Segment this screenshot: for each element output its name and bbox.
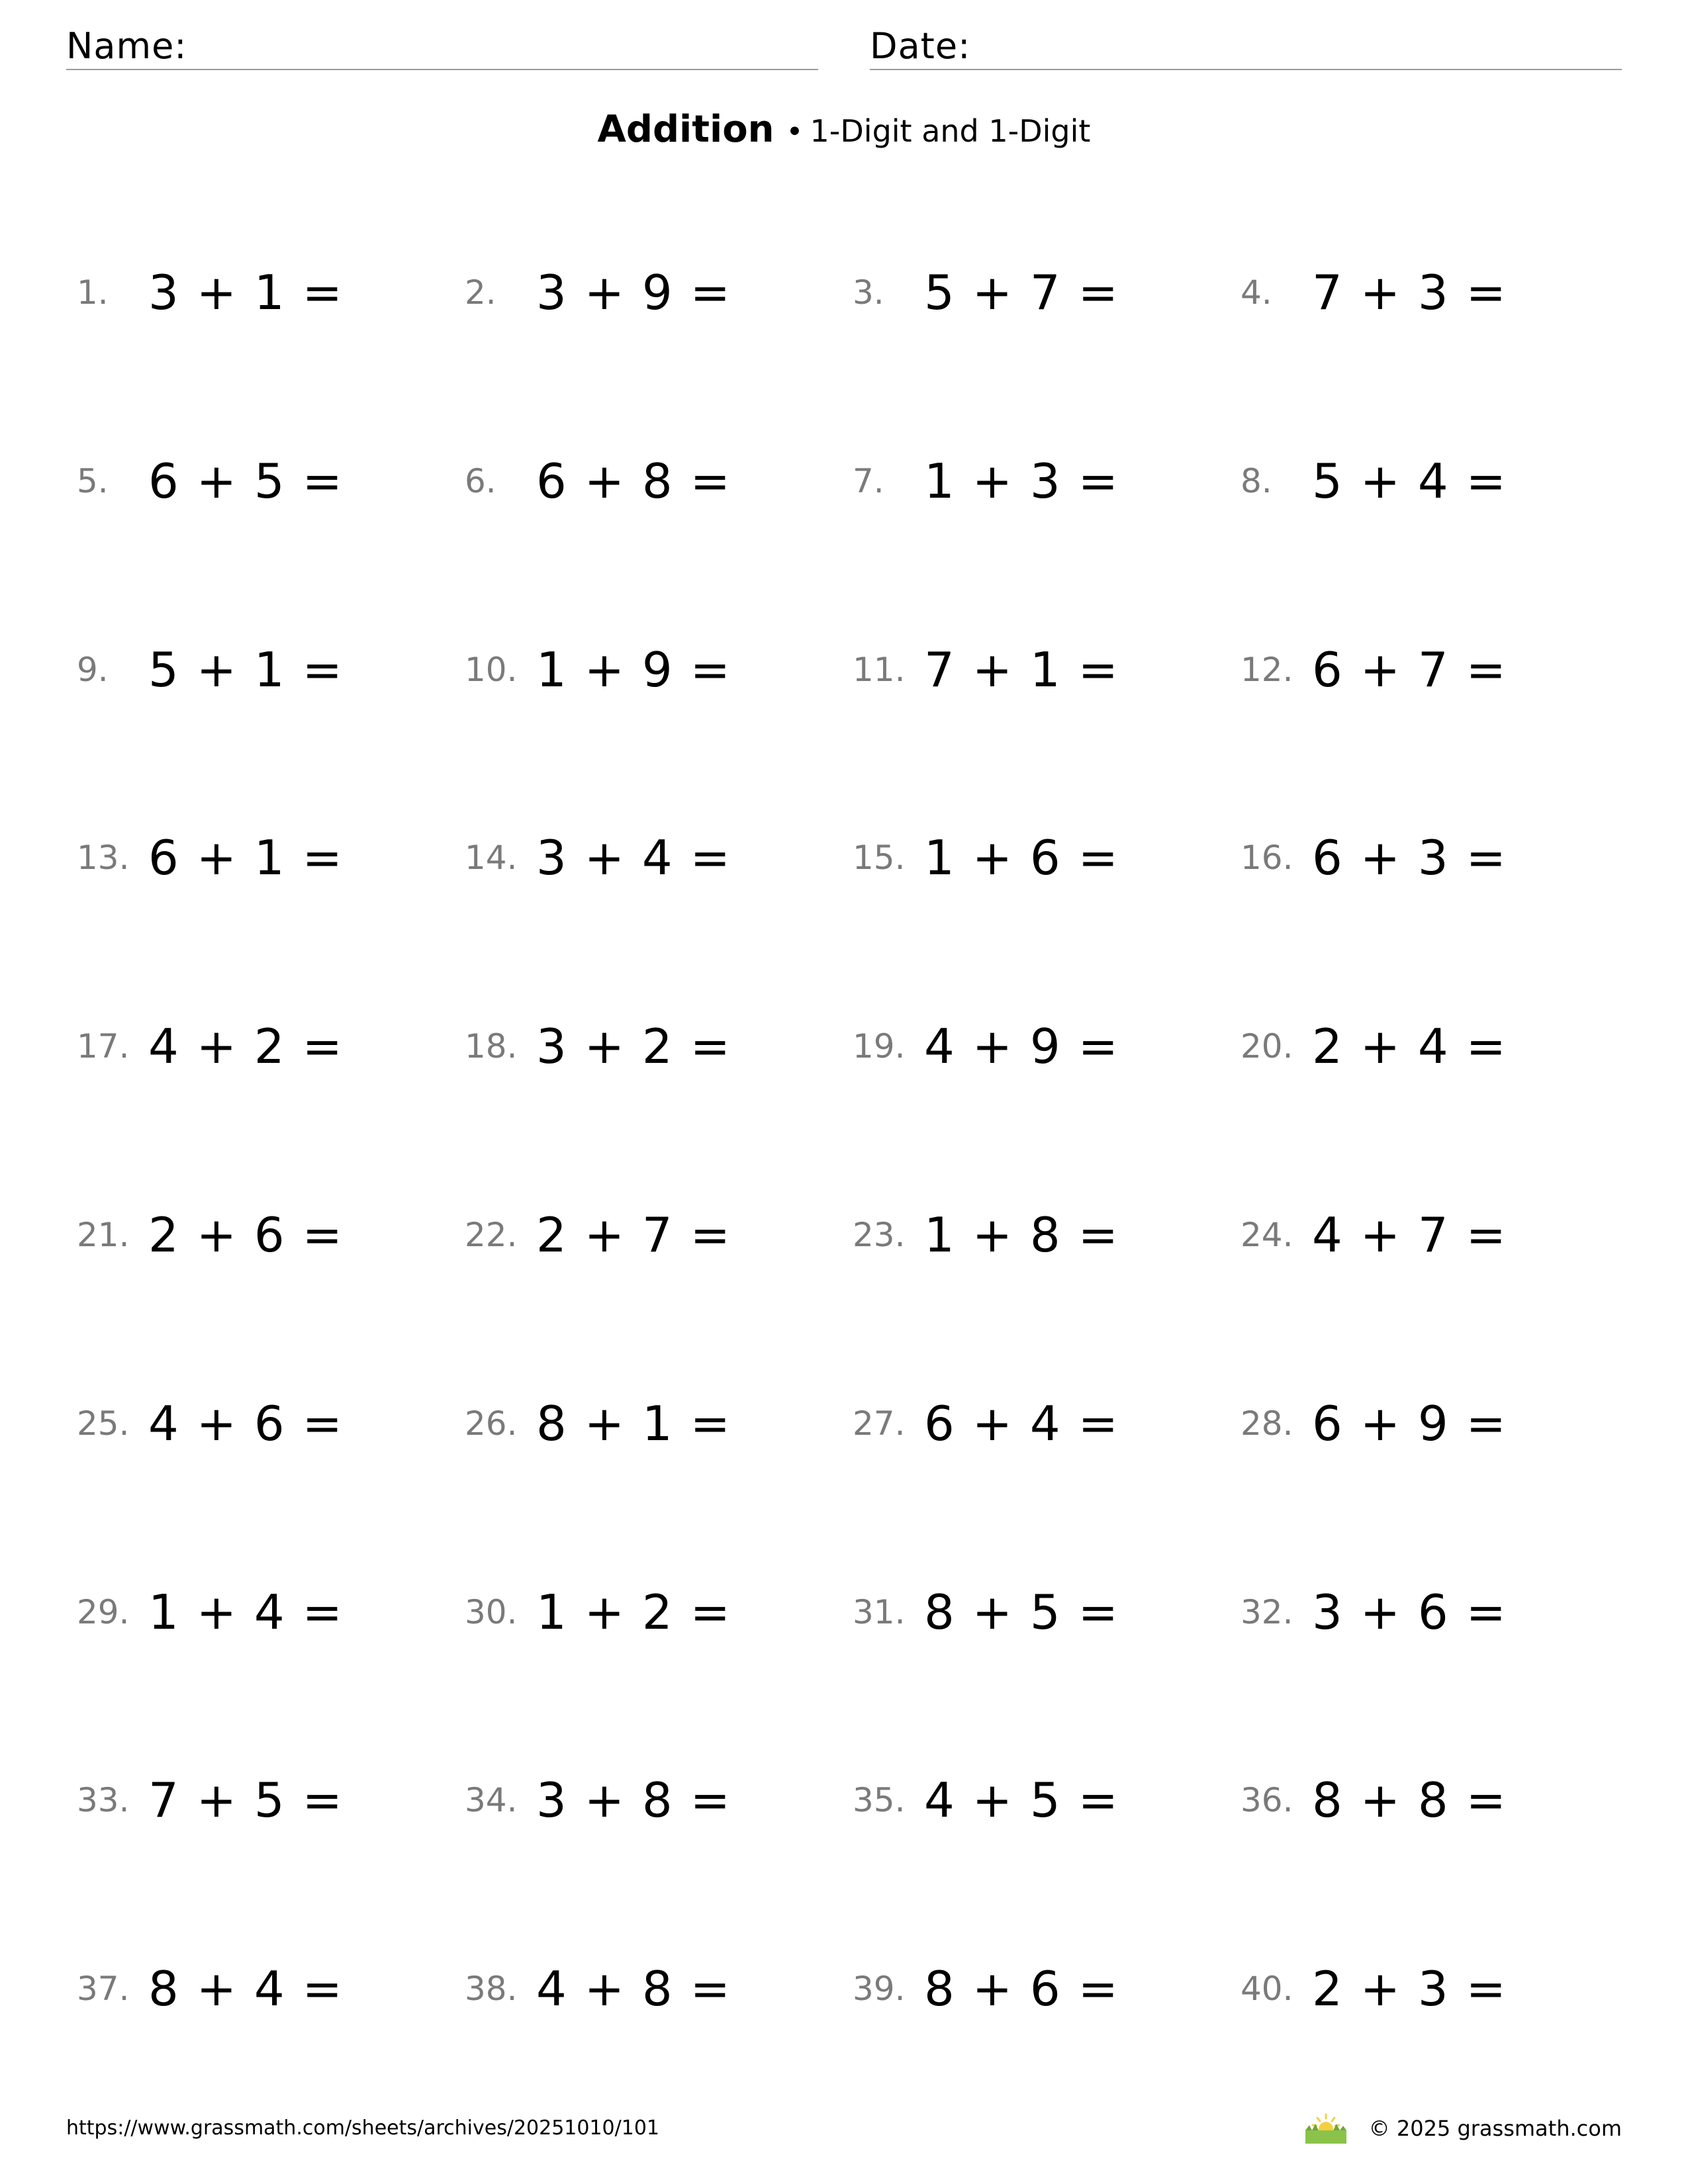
problem-item [853, 1007, 1223, 1086]
problem-number: 6. [465, 462, 496, 500]
problem-item [465, 1007, 835, 1086]
problem-number: 9. [77, 651, 109, 689]
problem-item [1241, 1572, 1611, 1652]
problem-item [77, 818, 447, 897]
problem-item [465, 441, 835, 521]
problem-expression: 2 + 6 = [148, 1207, 344, 1263]
problem-number: 27. [853, 1404, 906, 1443]
problem-number: 8. [1241, 462, 1272, 500]
problem-item [465, 1572, 835, 1652]
problem-expression: 8 + 4 = [148, 1961, 344, 2017]
problem-item [77, 1760, 447, 1840]
problem-expression: 6 + 1 = [148, 830, 344, 886]
problem-item [77, 441, 447, 521]
problem-number: 30. [465, 1593, 518, 1631]
problem-number: 26. [465, 1404, 518, 1443]
problem-expression: 2 + 4 = [1312, 1019, 1507, 1074]
problem-expression: 8 + 5 = [924, 1584, 1119, 1640]
problem-number: 15. [853, 839, 906, 877]
grass-sun-logo-icon [1303, 2112, 1349, 2145]
problem-number: 22. [465, 1216, 518, 1254]
problem-number: 18. [465, 1027, 518, 1066]
problem-expression: 6 + 7 = [1312, 642, 1507, 698]
problem-expression: 6 + 5 = [148, 453, 344, 509]
problem-number: 24. [1241, 1216, 1293, 1254]
problem-expression: 4 + 8 = [536, 1961, 731, 2017]
problem-item [853, 1572, 1223, 1652]
problem-item [1241, 1007, 1611, 1086]
problem-expression: 1 + 3 = [924, 453, 1119, 509]
problem-expression: 7 + 1 = [924, 642, 1119, 698]
problem-number: 23. [853, 1216, 906, 1254]
problem-item [853, 1195, 1223, 1275]
problem-number: 25. [77, 1404, 130, 1443]
problem-item [1241, 1949, 1611, 2028]
problem-item [1241, 1195, 1611, 1275]
problem-expression: 5 + 4 = [1312, 453, 1507, 509]
problem-expression: 4 + 9 = [924, 1019, 1119, 1074]
problem-item [77, 1384, 447, 1463]
problem-item [465, 1384, 835, 1463]
problem-expression: 3 + 6 = [1312, 1584, 1507, 1640]
problem-number: 11. [853, 651, 906, 689]
problem-item [853, 441, 1223, 521]
problem-item [77, 253, 447, 332]
problem-number: 12. [1241, 651, 1293, 689]
problem-item [853, 630, 1223, 709]
problem-item [1241, 818, 1611, 897]
problem-number: 19. [853, 1027, 906, 1066]
problem-item [1241, 1384, 1611, 1463]
problem-number: 29. [77, 1593, 130, 1631]
date-field[interactable] [870, 24, 1622, 70]
footer-copyright: © 2025 grassmath.com [1368, 2116, 1622, 2141]
problem-expression: 3 + 2 = [536, 1019, 731, 1074]
problem-item [465, 630, 835, 709]
problem-number: 13. [77, 839, 130, 877]
problem-number: 17. [77, 1027, 130, 1066]
problem-expression: 8 + 6 = [924, 1961, 1119, 2017]
problem-item [77, 1572, 447, 1652]
name-label: Name: [66, 25, 187, 67]
problem-expression: 5 + 1 = [148, 642, 344, 698]
problem-number: 5. [77, 462, 109, 500]
problem-number: 37. [77, 1970, 130, 2008]
title-main: Addition [597, 108, 774, 151]
worksheet-title [0, 106, 1688, 162]
problem-number: 2. [465, 273, 496, 312]
problem-number: 40. [1241, 1970, 1293, 2008]
problem-number: 31. [853, 1593, 906, 1631]
problem-item [77, 630, 447, 709]
problem-expression: 4 + 5 = [924, 1772, 1119, 1828]
problem-expression: 4 + 6 = [148, 1396, 344, 1451]
problem-expression: 4 + 2 = [148, 1019, 344, 1074]
problem-expression: 6 + 4 = [924, 1396, 1119, 1451]
problem-expression: 3 + 1 = [148, 265, 344, 320]
footer-url: https://www.grassmath.com/sheets/archives/20251010/101 [66, 2116, 660, 2140]
problem-number: 10. [465, 651, 518, 689]
problem-expression: 8 + 1 = [536, 1396, 731, 1451]
problem-number: 14. [465, 839, 518, 877]
problem-item [77, 1949, 447, 2028]
problem-item [1241, 441, 1611, 521]
problem-number: 36. [1241, 1781, 1293, 1819]
title-separator: • [786, 115, 804, 149]
problem-number: 3. [853, 273, 884, 312]
problem-expression: 4 + 7 = [1312, 1207, 1507, 1263]
problem-expression: 1 + 4 = [148, 1584, 344, 1640]
problem-item [853, 1949, 1223, 2028]
problem-expression: 6 + 3 = [1312, 830, 1507, 886]
problem-item [465, 818, 835, 897]
date-label: Date: [870, 25, 971, 67]
problem-expression: 6 + 9 = [1312, 1396, 1507, 1451]
problem-number: 1. [77, 273, 109, 312]
problem-expression: 1 + 9 = [536, 642, 731, 698]
problem-expression: 5 + 7 = [924, 265, 1119, 320]
problem-expression: 8 + 8 = [1312, 1772, 1507, 1828]
problem-number: 34. [465, 1781, 518, 1819]
footer-branding [1303, 2109, 1622, 2148]
problem-item [853, 1760, 1223, 1840]
problem-item [465, 1949, 835, 2028]
problem-item [77, 1195, 447, 1275]
problem-number: 16. [1241, 839, 1293, 877]
problem-number: 4. [1241, 273, 1272, 312]
problem-expression: 6 + 8 = [536, 453, 731, 509]
problem-item [465, 253, 835, 332]
problem-item [1241, 1760, 1611, 1840]
problem-number: 39. [853, 1970, 906, 2008]
problem-number: 20. [1241, 1027, 1293, 1066]
problem-number: 38. [465, 1970, 518, 2008]
problem-expression: 3 + 9 = [536, 265, 731, 320]
problem-expression: 7 + 5 = [148, 1772, 344, 1828]
problem-item [77, 1007, 447, 1086]
problem-item [853, 818, 1223, 897]
problem-number: 33. [77, 1781, 130, 1819]
problem-expression: 2 + 7 = [536, 1207, 731, 1263]
problem-number: 35. [853, 1781, 906, 1819]
problem-expression: 3 + 4 = [536, 830, 731, 886]
problem-item [465, 1195, 835, 1275]
name-field[interactable] [66, 24, 818, 70]
problem-item [853, 1384, 1223, 1463]
problem-expression: 1 + 2 = [536, 1584, 731, 1640]
problem-expression: 1 + 6 = [924, 830, 1119, 886]
problem-number: 32. [1241, 1593, 1293, 1631]
problem-expression: 3 + 8 = [536, 1772, 731, 1828]
problem-expression: 7 + 3 = [1312, 265, 1507, 320]
problem-number: 7. [853, 462, 884, 500]
problem-item [853, 253, 1223, 332]
title-subtitle: 1-Digit and 1-Digit [810, 113, 1091, 149]
problem-expression: 1 + 8 = [924, 1207, 1119, 1263]
problem-number: 21. [77, 1216, 130, 1254]
problem-item [465, 1760, 835, 1840]
problem-number: 28. [1241, 1404, 1293, 1443]
problem-expression: 2 + 3 = [1312, 1961, 1507, 2017]
problem-item [1241, 253, 1611, 332]
problem-item [1241, 630, 1611, 709]
